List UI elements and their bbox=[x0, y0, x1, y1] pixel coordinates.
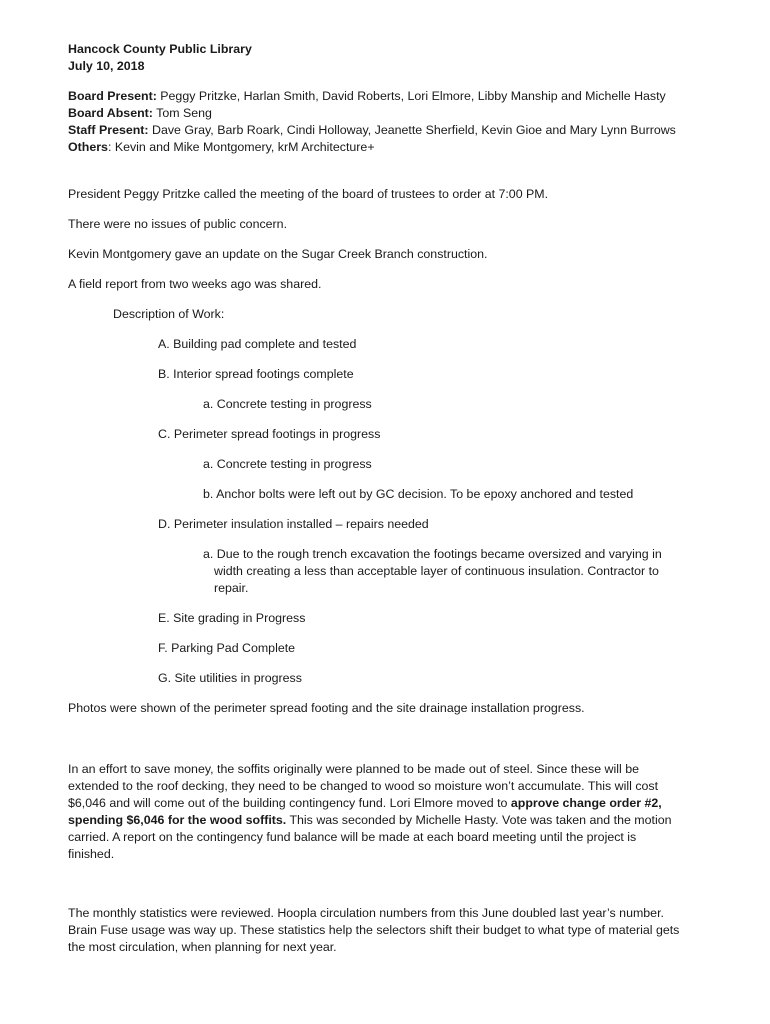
attendance bbox=[68, 88, 683, 156]
work-item-b-sub-a: a. Concrete testing in progress bbox=[203, 397, 372, 411]
meeting-date: July 10, 2018 bbox=[68, 59, 145, 73]
work-item-e: E. Site grading in Progress bbox=[158, 611, 306, 625]
photos-paragraph: Photos were shown of the perimeter spread footing and the site drainage installation progress. bbox=[68, 701, 585, 715]
board-absent-names: Tom Seng bbox=[152, 106, 212, 120]
work-item-f: F. Parking Pad Complete bbox=[158, 641, 296, 655]
work-item-d: D. Perimeter insulation installed – repairs needed bbox=[158, 517, 429, 531]
statistics-paragraph: The monthly statistics were reviewed. Hoopla circulation numbers from this June doubled last year’s number. Brain Fuse usage was way up. These statistics help the selectors shift their budget to what type of material gets the most circulation, when planning for next year. bbox=[68, 906, 680, 954]
work-item-b: B. Interior spread footings complete bbox=[158, 367, 354, 381]
others-label: Others bbox=[68, 140, 108, 154]
staff-present-names: Dave Gray, Barb Roark, Cindi Holloway, Jeanette Sherfield, Kevin Gioe and Mary Lynn Burrows bbox=[148, 123, 676, 137]
board-present-label: Board Present: bbox=[68, 89, 157, 103]
soffits-paragraph bbox=[68, 761, 683, 863]
board-present bbox=[68, 88, 683, 105]
board-present-names: Peggy Pritzke, Harlan Smith, David Roberts, Lori Elmore, Libby Manship and Michelle Hasty bbox=[156, 89, 666, 103]
work-item-c: C. Perimeter spread footings in progress bbox=[158, 427, 381, 441]
header bbox=[68, 41, 683, 75]
public-concern-paragraph: There were no issues of public concern. bbox=[68, 217, 288, 231]
staff-present-label: Staff Present: bbox=[68, 123, 149, 137]
staff-present bbox=[68, 122, 683, 139]
work-item-d-sub-a: a. Due to the rough trench excavation the footings became oversized and varying in width creating a less than acceptable layer of continuous insulation. Contractor to repair. bbox=[203, 547, 662, 595]
work-item-c-sub-a: a. Concrete testing in progress bbox=[203, 457, 372, 471]
field-report-paragraph: A field report from two weeks ago was shared. bbox=[68, 277, 322, 291]
work-item-c-sub-b: b. Anchor bolts were left out by GC decision. To be epoxy anchored and tested bbox=[203, 487, 634, 501]
work-item-g: G. Site utilities in progress bbox=[158, 671, 302, 685]
others-present bbox=[68, 139, 683, 156]
board-absent-label: Board Absent: bbox=[68, 106, 153, 120]
soffits-text-1: In an effort to save money, the soffits originally were planned to be made out of steel. Since these will be extended to the roof decking, they need to be changed to wood so moisture won’t accumulate. This will cost $6,046 and will come out of the building contingency fund. Lori Elmore moved to bbox=[68, 762, 659, 810]
org-name: Hancock County Public Library bbox=[68, 42, 252, 56]
board-absent bbox=[68, 105, 683, 122]
work-item-a: A. Building pad complete and tested bbox=[158, 337, 357, 351]
others-names: : Kevin and Mike Montgomery, krM Architecture+ bbox=[107, 140, 375, 154]
soffits-text-2: This was seconded by Michelle Hasty. Vote was taken and the motion carried. A report on the contingency fund balance will be made at each board meeting until the project is finished. bbox=[68, 813, 672, 861]
work-heading: Description of Work: bbox=[113, 307, 225, 321]
call-to-order-paragraph: President Peggy Pritzke called the meeting of the board of trustees to order at 7:00 PM. bbox=[68, 187, 549, 201]
soffits-motion: approve change order #2, spending $6,046 for the wood soffits. bbox=[68, 796, 662, 827]
update-paragraph: Kevin Montgomery gave an update on the Sugar Creek Branch construction. bbox=[68, 247, 488, 261]
